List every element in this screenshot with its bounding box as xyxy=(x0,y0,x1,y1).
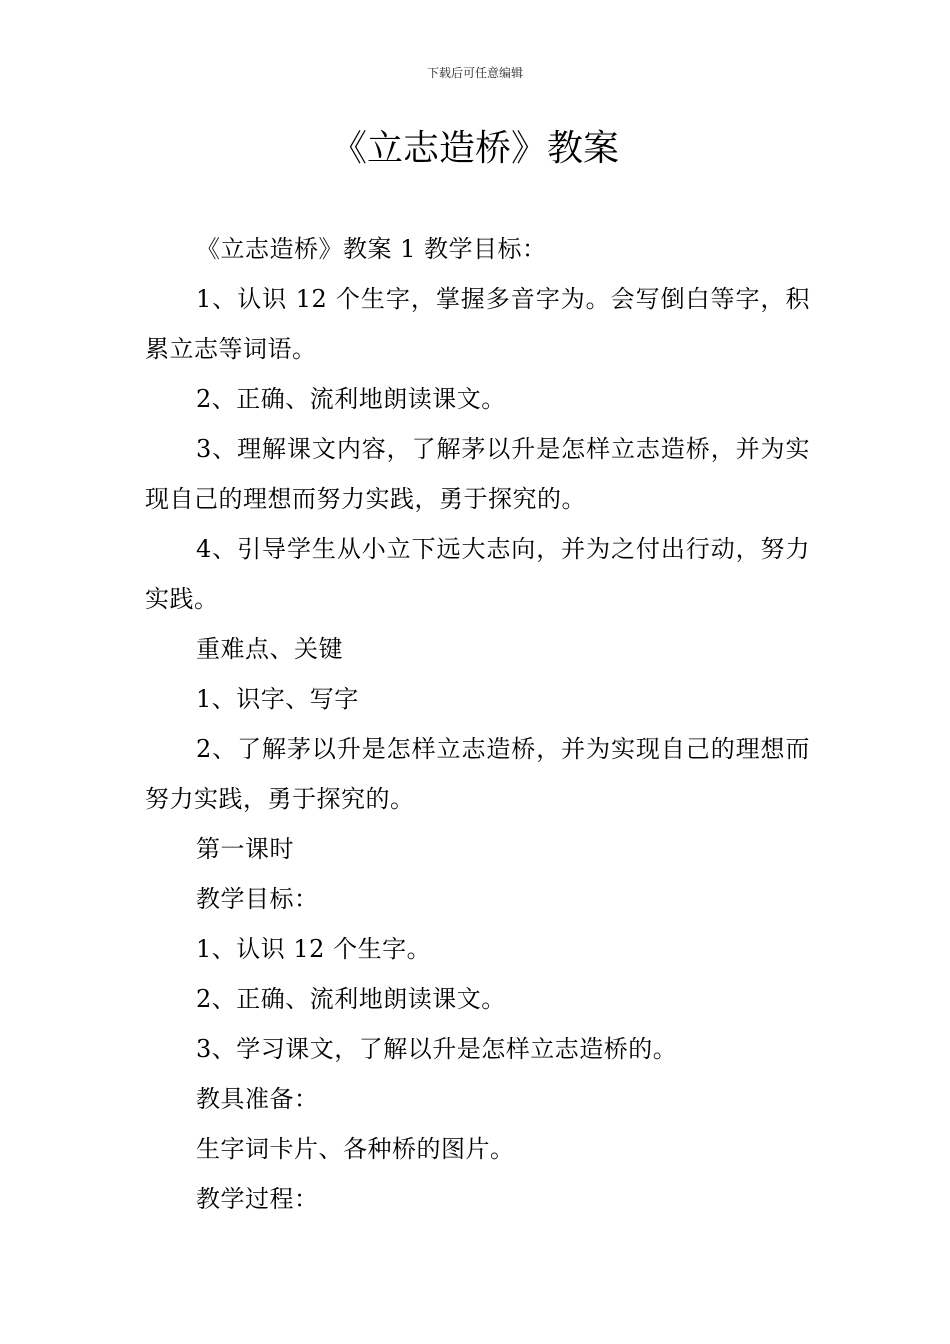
paragraph-process-heading: 教学过程： xyxy=(196,1185,319,1213)
paragraph-key-point-2: 2、了解茅以升是怎样立志造桥，并为实现自己的理想而努力实践，勇于探究的。 xyxy=(145,735,810,813)
paragraph-lesson-goals-heading: 教学目标： xyxy=(196,885,319,913)
paragraph-intro: 《立志造桥》教案 1 教学目标： xyxy=(196,235,547,263)
paragraph-lesson-goal-2: 2、正确、流利地朗读课文。 xyxy=(196,985,506,1013)
document-body xyxy=(145,224,810,1224)
paragraph-lesson-goal-3: 3、学习课文，了解以升是怎样立志造桥的。 xyxy=(196,1035,678,1063)
paragraph-goal-4: 4、引导学生从小立下远大志向，并为之付出行动，努力实践。 xyxy=(145,535,810,613)
paragraph-materials: 生字词卡片、各种桥的图片。 xyxy=(196,1135,515,1163)
paragraph-lesson-goal-1: 1、认识 12 个生字。 xyxy=(196,935,432,963)
document-title: 《立志造桥》教案 xyxy=(330,128,619,169)
paragraph-goal-1: 1、认识 12 个生字，掌握多音字为。会写倒白等字，积累立志等词语。 xyxy=(145,285,810,363)
paragraph-key-points-heading: 重难点、关键 xyxy=(196,635,343,663)
paragraph-goal-2: 2、正确、流利地朗读课文。 xyxy=(196,385,506,413)
paragraph-key-point-1: 1、识字、写字 xyxy=(196,685,359,713)
paragraph-first-lesson-heading: 第一课时 xyxy=(196,835,294,863)
paragraph-materials-heading: 教具准备： xyxy=(196,1085,319,1113)
paragraph-goal-3: 3、理解课文内容，了解茅以升是怎样立志造桥，并为实现自己的理想而努力实践，勇于探究的。 xyxy=(145,435,810,513)
header-note: 下载后可任意编辑 xyxy=(426,66,523,80)
